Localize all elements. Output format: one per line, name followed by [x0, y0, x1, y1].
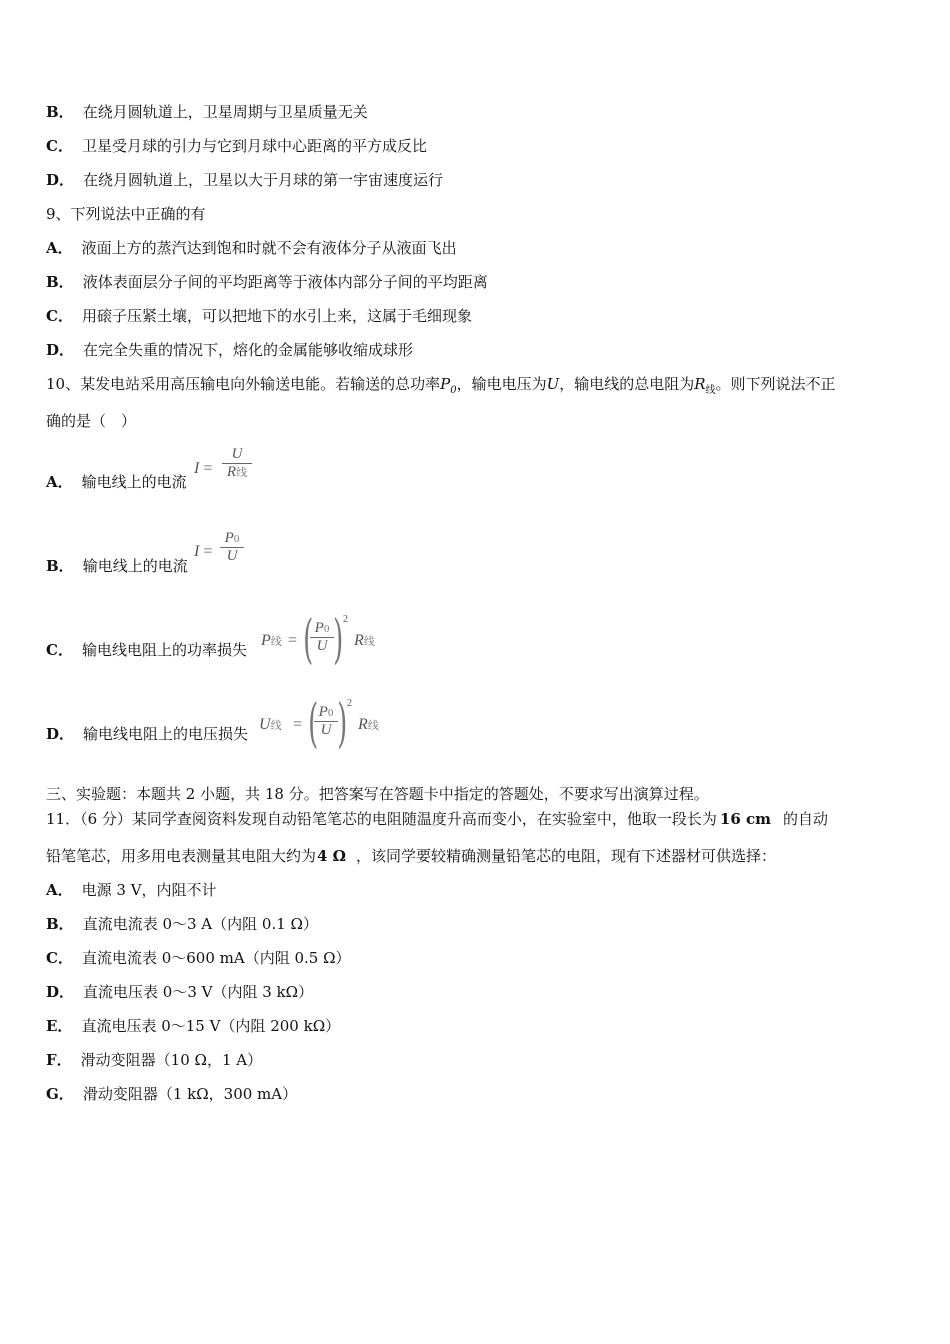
symbol-i: I	[194, 543, 200, 560]
option-label: C．	[46, 949, 73, 967]
q10-option-a	[46, 472, 187, 492]
option-label: G．	[46, 1085, 74, 1103]
q11-option-b	[46, 914, 318, 934]
option-label: A．	[46, 881, 73, 899]
symbol-u: U	[259, 716, 271, 733]
stem-text: 10、某发电站采用高压输电向外输送电能。若输送的总功率	[46, 375, 441, 393]
symbol-p: P	[261, 632, 271, 649]
option-text: 在完全失重的情况下，熔化的金属能够收缩成球形	[83, 341, 414, 359]
stem-text: ，输电电压为	[456, 375, 547, 393]
q11-option-a	[46, 880, 217, 900]
option-text: 直流电流表 0～3 A（内阻 0.1 Ω）	[82, 915, 318, 933]
q11-option-f	[46, 1050, 262, 1070]
option-text: 用磙子压紧土壤，可以把地下的水引上来，这属于毛细现象	[81, 307, 472, 325]
symbol-r-subscript: 线	[705, 385, 716, 396]
symbol-r: R	[358, 716, 368, 733]
right-paren: )	[337, 694, 348, 754]
q11-option-d	[46, 982, 313, 1002]
option-text: 输电线电阻上的功率损失	[81, 641, 247, 659]
q8-option-c	[46, 136, 427, 156]
q9-option-b	[46, 272, 488, 292]
q9-option-d	[46, 340, 413, 360]
q11-option-g	[46, 1084, 297, 1104]
numerator-p0	[314, 704, 338, 721]
option-label: C．	[46, 307, 73, 325]
stem-text: 的自动	[783, 810, 829, 828]
numerator-u: U	[231, 446, 243, 462]
q9-option-c	[46, 306, 472, 326]
option-text: 液体表面层分子间的平均距离等于液体内部分子间的平均距离	[82, 273, 488, 291]
option-label: D．	[46, 725, 75, 743]
q8-option-d	[46, 170, 443, 190]
formula-i-eq	[194, 460, 212, 478]
q10-option-d	[46, 724, 248, 744]
option-label: D．	[46, 983, 75, 1001]
option-label: F．	[46, 1051, 72, 1069]
option-text: 在绕月圆轨道上，卫星以大于月球的第一宇宙速度运行	[83, 171, 444, 189]
option-text: 卫星受月球的引力与它到月球中心距离的平方成反比	[81, 137, 427, 155]
left-paren: (	[303, 610, 314, 670]
q9-stem: 9、下列说法中正确的有	[46, 205, 206, 223]
q10-option-b	[46, 556, 188, 576]
formula-i-eq	[194, 543, 212, 561]
q8-option-b	[46, 102, 368, 122]
q10-stem-line2: 确的是（ ）	[46, 412, 137, 430]
option-label: C．	[46, 641, 73, 659]
symbol-p: P	[314, 620, 324, 636]
fraction-p-over-u	[314, 704, 338, 739]
q11-option-e	[46, 1016, 340, 1036]
symbol-p: P	[440, 375, 451, 393]
option-text: 直流电流表 0～600 mA（内阻 0.5 Ω）	[81, 949, 351, 967]
symbol-r: R	[226, 464, 237, 480]
length-value: 16 cm	[719, 810, 772, 828]
subscript-xian: 线	[270, 720, 282, 732]
fraction-p-over-u	[310, 620, 334, 655]
equals-sign: =	[203, 543, 213, 560]
stem-text: ，该同学要较精确测量铅笔芯的电阻，现有下述器材可供选择：	[356, 847, 777, 865]
q10-option-c	[46, 640, 247, 660]
option-label: C．	[46, 137, 73, 155]
symbol-r: R	[354, 632, 364, 649]
denominator-u: U	[320, 722, 332, 738]
option-label: D．	[46, 341, 75, 359]
fraction-u-over-r	[222, 446, 252, 481]
formula-r-xian	[354, 632, 375, 650]
option-label: B．	[46, 103, 74, 121]
q11-option-c	[46, 948, 351, 968]
option-text: 输电线电阻上的电压损失	[83, 725, 249, 743]
equals-sign: =	[203, 460, 213, 477]
option-text: 输电线上的电流	[82, 557, 188, 575]
subscript-xian: 线	[367, 720, 379, 732]
option-text: 滑动变阻器（10 Ω，1 A）	[80, 1051, 263, 1069]
numerator-p0	[220, 530, 244, 547]
equals-sign: =	[288, 632, 298, 649]
option-label: B．	[46, 915, 74, 933]
q10-stem	[46, 374, 836, 401]
denominator-u: U	[316, 638, 328, 654]
option-label: B．	[46, 557, 74, 575]
stem-text: ，输电线的总电阻为	[559, 375, 695, 393]
option-label: D．	[46, 171, 75, 189]
subscript-zero: 0	[323, 623, 330, 635]
denominator-r	[222, 464, 252, 481]
formula-r-xian	[358, 716, 379, 734]
option-label: B．	[46, 273, 74, 291]
option-text: 输电线上的电流	[81, 473, 187, 491]
symbol-p: P	[224, 530, 234, 546]
symbol-i: I	[194, 460, 200, 477]
option-text: 滑动变阻器（1 kΩ，300 mA）	[82, 1085, 298, 1103]
left-paren: (	[308, 694, 319, 754]
option-label: A．	[46, 239, 73, 257]
stem-text: 。则下列说法不正	[715, 375, 836, 393]
resistance-value: 4 Ω	[317, 847, 347, 865]
symbol-r: R	[694, 375, 706, 393]
subscript-zero: 0	[327, 707, 334, 719]
option-text: 在绕月圆轨道上，卫星周期与卫星质量无关	[82, 103, 368, 121]
exponent-two: 2	[343, 614, 348, 625]
subscript-xian: 线	[236, 467, 248, 479]
formula-u-loss-lhs	[259, 716, 282, 734]
section-heading: 三、实验题：本题共 2 小题，共 18 分。把答案写在答题卡中指定的答题处，不要求写出演算过程。	[46, 785, 709, 803]
q11-stem-line2	[46, 846, 776, 866]
q11-stem-line1	[46, 809, 828, 829]
option-text: 电源 3 V，内阻不计	[81, 881, 217, 899]
denominator-u: U	[226, 548, 238, 564]
subscript-xian: 线	[270, 636, 282, 648]
option-text: 直流电压表 0～3 V（内阻 3 kΩ）	[83, 983, 314, 1001]
symbol-p-subscript: 0	[450, 385, 457, 396]
option-text: 液面上方的蒸汽达到饱和时就不会有液体分子从液面飞出	[81, 239, 457, 257]
stem-text: 11．（6 分）某同学查阅资料发现自动铅笔笔芯的电阻随温度升高而变小，在实验室中，他取一段长为	[46, 810, 717, 828]
fraction-p-over-u	[220, 530, 244, 565]
right-paren: )	[333, 610, 344, 670]
stem-text: 铅笔笔芯，用多用电表测量其电阻大约为	[46, 847, 317, 865]
formula-p-loss-lhs	[261, 632, 282, 650]
equals-sign: =	[293, 716, 303, 733]
symbol-u: U	[546, 375, 560, 393]
subscript-xian: 线	[363, 636, 375, 648]
symbol-p: P	[318, 704, 328, 720]
option-label: A．	[46, 473, 73, 491]
option-label: E．	[46, 1017, 73, 1035]
q9-option-a	[46, 238, 457, 258]
exponent-two: 2	[347, 698, 352, 709]
subscript-zero: 0	[233, 533, 240, 545]
option-text: 直流电压表 0～15 V（内阻 200 kΩ）	[81, 1017, 341, 1035]
numerator-p0	[310, 620, 334, 637]
